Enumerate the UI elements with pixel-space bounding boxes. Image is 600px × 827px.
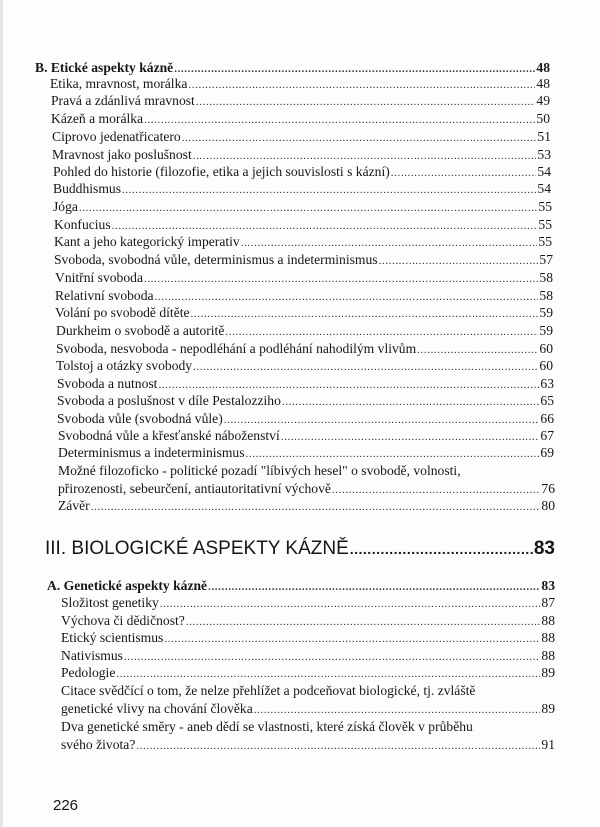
toc-entry bbox=[53, 180, 551, 199]
leader-dots bbox=[182, 130, 536, 147]
entry-label: Pohled do historie (filozofie, etika a jejich souvislosti s kázní) bbox=[53, 164, 390, 179]
toc-entry bbox=[61, 736, 555, 755]
entry-label: Svoboda a poslušnost v díle Pestalozziho bbox=[57, 393, 281, 408]
entry-page: 65 bbox=[540, 393, 554, 408]
entry-label: Výchova či dědičnost? bbox=[61, 613, 185, 628]
toc-entry bbox=[61, 594, 555, 613]
leader-dots bbox=[254, 702, 540, 719]
entry-page: 76 bbox=[541, 481, 555, 496]
toc-entry bbox=[51, 92, 550, 111]
leader-dots bbox=[160, 596, 540, 613]
entry-label: Etický scientismus bbox=[61, 630, 164, 645]
leader-dots bbox=[379, 253, 538, 270]
toc-entry bbox=[55, 304, 553, 323]
entry-page: 80 bbox=[541, 498, 555, 513]
toc-entry bbox=[61, 664, 555, 683]
entry-page: 89 bbox=[541, 701, 555, 716]
entry-page: 67 bbox=[540, 428, 554, 443]
toc-entry bbox=[57, 392, 554, 411]
entry-page: 66 bbox=[540, 411, 554, 426]
toc-entry bbox=[58, 497, 555, 516]
leader-dots bbox=[91, 499, 540, 516]
entry-label: Jóga bbox=[53, 199, 78, 214]
entry-page: 48 bbox=[536, 76, 550, 91]
leader-dots bbox=[164, 631, 540, 648]
entry-label: Svoboda, nesvoboda - nepodléhání a podléhání nahodilým vlivům bbox=[56, 341, 417, 356]
chapter-page: 83 bbox=[533, 538, 555, 559]
leader-dots bbox=[191, 306, 538, 323]
entry-label: Svoboda a nutnost bbox=[57, 376, 158, 391]
entry-label: Etika, mravnost, morálka bbox=[50, 76, 188, 91]
entry-page: 53 bbox=[537, 147, 551, 162]
leader-dots bbox=[144, 271, 538, 288]
toc-entry bbox=[58, 444, 554, 463]
toc-entry bbox=[61, 629, 555, 648]
entry-label: Svoboda vůle (svobodná vůle) bbox=[57, 411, 223, 426]
entry-page: 87 bbox=[541, 595, 555, 610]
entry-label: Determinismus a indeterminismus bbox=[58, 445, 245, 460]
chapter-label: III. BIOLOGICKÉ ASPEKTY KÁZNĚ bbox=[45, 538, 349, 559]
entry-label: Nativismus bbox=[61, 648, 123, 663]
toc-chapter-heading bbox=[45, 538, 555, 560]
entry-page: 55 bbox=[538, 234, 552, 249]
toc-entry bbox=[61, 700, 555, 719]
leader-dots bbox=[350, 538, 533, 560]
entry-page: 88 bbox=[541, 648, 555, 663]
toc-entry bbox=[52, 128, 551, 147]
toc-entry bbox=[53, 198, 552, 217]
leader-dots bbox=[79, 200, 537, 217]
leader-dots bbox=[136, 738, 540, 755]
entry-page: 50 bbox=[536, 111, 550, 126]
toc-entry bbox=[56, 357, 553, 376]
entry-label: Kázeň a morálka bbox=[51, 111, 144, 126]
leader-dots bbox=[225, 324, 538, 341]
entry-label: Závěr bbox=[58, 498, 90, 513]
leader-dots bbox=[193, 359, 538, 376]
entry-page: 69 bbox=[540, 445, 554, 460]
entry-page: 58 bbox=[539, 288, 553, 303]
toc-entry bbox=[55, 269, 553, 288]
entry-label: Ciprovo jedenatřicatero bbox=[52, 129, 181, 144]
leader-dots bbox=[282, 394, 539, 411]
page-number: 226 bbox=[53, 797, 79, 814]
entry-page: 58 bbox=[539, 270, 553, 285]
entry-label: Buddhismus bbox=[53, 181, 121, 196]
entry-page: 59 bbox=[539, 323, 553, 338]
entry-label: Volání po svobodě dítěte bbox=[55, 305, 190, 320]
entry-page: 88 bbox=[541, 630, 555, 645]
entry-page: 88 bbox=[541, 613, 555, 628]
entry-page: 51 bbox=[537, 129, 551, 144]
entry-label: Tolstoj a otázky svobody bbox=[56, 358, 193, 373]
leader-dots bbox=[144, 112, 535, 129]
entry-label: Svobodná vůle a křesťanské náboženství bbox=[58, 428, 280, 443]
toc-entry-line1: Citace svědčící o tom, že nelze přehlížet a podceňovat biologické, tj. zvláště bbox=[61, 683, 476, 698]
entry-page: 89 bbox=[541, 665, 555, 680]
toc-entry bbox=[56, 322, 553, 341]
entry-label: Pedologie bbox=[61, 665, 116, 680]
entry-page: 63 bbox=[540, 376, 554, 391]
entry-page: 49 bbox=[536, 93, 550, 108]
entry-label: Pravá a zdánlivá mravnost bbox=[51, 93, 195, 108]
entry-page: 48 bbox=[536, 60, 550, 75]
entry-label: přirozenosti, sebeurčení, antiautoritativní výchově bbox=[58, 481, 331, 496]
entry-label: Svoboda, svobodná vůle, determinismus a indeterminismus bbox=[54, 252, 378, 267]
entry-label: Konfucius bbox=[54, 217, 111, 232]
entry-page: 83 bbox=[541, 578, 555, 593]
entry-label: Relativní svoboda bbox=[55, 288, 154, 303]
leader-dots bbox=[122, 182, 536, 199]
entry-label: Kant a jeho kategorický imperativ bbox=[54, 234, 240, 249]
entry-label: Složitost genetiky bbox=[61, 595, 159, 610]
entry-page: 57 bbox=[539, 252, 553, 267]
toc-entry bbox=[54, 233, 552, 252]
entry-page: 55 bbox=[538, 199, 552, 214]
entry-page: 59 bbox=[539, 305, 553, 320]
entry-label: Durkheim o svobodě a autoritě bbox=[56, 323, 225, 338]
entry-page: 60 bbox=[539, 358, 553, 373]
entry-page: 91 bbox=[541, 737, 555, 752]
entry-page: 55 bbox=[538, 217, 552, 232]
entry-label: svého života? bbox=[61, 737, 136, 752]
entry-label: B. Etické aspekty kázně bbox=[35, 60, 174, 75]
entry-page: 54 bbox=[537, 164, 551, 179]
entry-page: 60 bbox=[539, 341, 553, 356]
leader-dots bbox=[246, 446, 539, 463]
leader-dots bbox=[241, 235, 537, 252]
leader-dots bbox=[116, 666, 540, 683]
entry-label: Vnitřní svoboda bbox=[55, 270, 143, 285]
toc-entry-line1: Možné filozoficko - politické pozadí "líbivých hesel" o svobodě, volnosti, bbox=[58, 463, 461, 478]
entry-label: Mravnost jako poslušnost bbox=[52, 147, 192, 162]
entry-label: genetické vlivy na chování člověka bbox=[61, 701, 253, 716]
toc-entry bbox=[51, 110, 550, 129]
toc-entry bbox=[54, 251, 553, 270]
toc-entry-line1: Dva genetické směry - aneb dědí se vlastnosti, které získá člověk v průběhu bbox=[61, 719, 473, 734]
entry-label: A. Genetické aspekty kázně bbox=[47, 578, 208, 593]
entry-page: 54 bbox=[537, 181, 551, 196]
leader-dots bbox=[196, 94, 535, 111]
scan-edge bbox=[0, 0, 3, 827]
